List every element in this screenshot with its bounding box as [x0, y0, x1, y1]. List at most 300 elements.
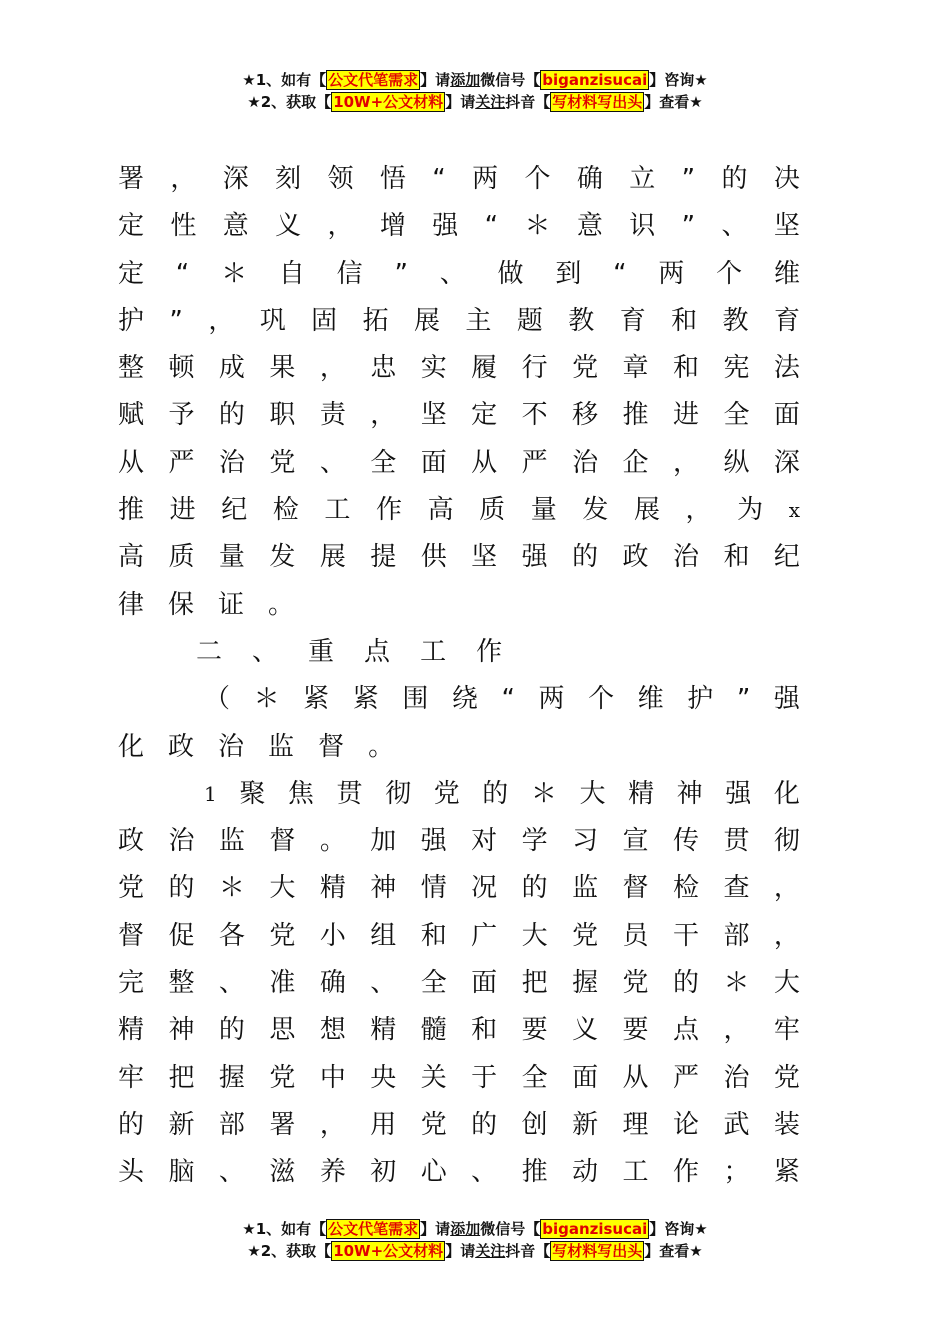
body-char: 广 [471, 920, 498, 951]
body-line [118, 818, 800, 865]
body-char: 的 [168, 873, 195, 904]
body-char: 大 [269, 873, 296, 904]
body-line [118, 345, 800, 392]
body-char: 对 [471, 826, 498, 857]
body-line [118, 534, 800, 581]
body-char: 深 [222, 164, 249, 194]
top-banner [0, 69, 950, 113]
body-char: 党 [572, 353, 599, 384]
body-char: 展 [414, 305, 441, 336]
body-char: 把 [168, 1062, 195, 1093]
body-char: 大 [773, 968, 800, 999]
body-char: 意 [576, 211, 603, 242]
banner-text: 】请 [445, 93, 476, 111]
body-char: ＊ [723, 968, 750, 999]
body-char: 检 [272, 495, 299, 526]
body-char: 定 [471, 400, 498, 431]
body-char: 想 [319, 1015, 346, 1046]
body-line [118, 724, 800, 771]
body-char: 推 [622, 400, 649, 431]
banner-text: 微信号【 [480, 1220, 541, 1238]
body-char: 党 [773, 1062, 800, 1093]
body-char: 面 [420, 447, 447, 478]
body-char: ” [681, 211, 696, 242]
body-char: 和 [672, 353, 699, 384]
banner-text: 】请 [445, 1242, 476, 1260]
body-char: 的 [118, 1109, 145, 1140]
body-char: 组 [370, 920, 397, 951]
bottom-banner [0, 1218, 950, 1262]
body-char: 绕 [451, 684, 478, 715]
banner-highlight: 写材料写出头 [552, 1242, 643, 1260]
body-char: 做 [497, 258, 524, 289]
body-char: 维 [637, 684, 664, 715]
body-char: 装 [773, 1109, 800, 1140]
body-char: 监 [572, 873, 599, 904]
body-char: 二 [196, 636, 223, 667]
body-char: 围 [402, 684, 429, 715]
body-char: 习 [572, 826, 599, 857]
body-char: 忠 [370, 353, 397, 384]
body-char: ， [208, 305, 235, 336]
banner-text: 】查看★ [644, 1242, 703, 1260]
body-char: 治 [572, 447, 599, 478]
body-char: 用 [370, 1109, 397, 1140]
body-char: 大 [579, 778, 606, 809]
body-char: 自 [278, 258, 305, 289]
banner-highlight: 写材料写出头 [552, 93, 643, 111]
banner-text: 】请 [420, 1220, 451, 1238]
body-char: 和 [723, 542, 750, 573]
body-char: 政 [168, 731, 195, 762]
body-char: 保 [168, 589, 195, 620]
body-line [118, 960, 800, 1007]
body-char: “ [175, 258, 190, 289]
body-char: 信 [336, 258, 363, 289]
body-char: 、 [252, 636, 279, 667]
body-char: 员 [622, 920, 649, 951]
body-char: 个 [588, 684, 615, 715]
body-char: 实 [420, 353, 447, 384]
body-char: 维 [773, 258, 800, 289]
body-char: 党 [269, 1062, 296, 1093]
banner-underline: 关注 [475, 93, 506, 111]
body-char: 神 [168, 1015, 195, 1046]
body-char: 刻 [275, 164, 302, 194]
body-char: 重 [308, 636, 335, 667]
body-char: 、 [218, 968, 245, 999]
body-char: 题 [516, 305, 543, 336]
body-char: 义 [275, 211, 302, 242]
body-char: 动 [572, 1157, 599, 1188]
body-char: 、 [370, 968, 397, 999]
body-char: ” [736, 684, 751, 715]
body-char: 牢 [118, 1062, 145, 1093]
body-char: 两 [658, 258, 685, 289]
body-char: 精 [628, 778, 655, 809]
body-char: ， [370, 400, 397, 431]
body-char: 确 [576, 164, 603, 194]
body-char: ， [170, 164, 197, 194]
body-char: 予 [168, 400, 195, 431]
body-char: 果 [269, 353, 296, 384]
body-char: 况 [471, 873, 498, 904]
body-char: ” [681, 164, 696, 194]
body-char: 量 [530, 495, 557, 526]
body-char: 进 [672, 400, 699, 431]
body-char: 定 [118, 211, 145, 242]
body-char: 点 [364, 636, 391, 667]
body-char: 党 [269, 920, 296, 951]
body-char: 关 [420, 1062, 447, 1093]
banner-underline: 添加 [450, 71, 481, 89]
body-char: 性 [170, 211, 197, 242]
body-char: 党 [118, 873, 145, 904]
body-char: 护 [687, 684, 714, 715]
body-char: 理 [622, 1109, 649, 1140]
banner-text: 】咨询★ [649, 71, 708, 89]
body-char: 拓 [362, 305, 389, 336]
body-char: “ [432, 164, 446, 194]
body-char: 个 [716, 258, 743, 289]
body-char: 深 [773, 447, 800, 478]
body-char: 滋 [269, 1157, 296, 1188]
body-char: 、 [439, 258, 466, 289]
banner-text: 】请 [420, 71, 451, 89]
body-char: 面 [773, 400, 800, 431]
body-char: 。 [368, 731, 395, 762]
body-char: 护 [118, 305, 145, 336]
body-char: ， [319, 353, 346, 384]
body-line [118, 1055, 800, 1102]
body-char: 个 [524, 164, 551, 194]
body-char: 不 [521, 400, 548, 431]
body-char: 和 [671, 305, 698, 336]
body-char: 移 [572, 400, 599, 431]
body-char: 小 [319, 920, 346, 951]
body-line [118, 392, 800, 439]
banner-text: ★1、如有【 [242, 1220, 327, 1238]
body-char: 工 [420, 636, 447, 667]
body-char: 治 [168, 826, 195, 857]
banner-text: ★2、获取【 [247, 1242, 332, 1260]
body-char: 立 [629, 164, 656, 194]
body-char: 整 [168, 968, 195, 999]
body-char: 监 [268, 731, 295, 762]
body-char: 治 [672, 542, 699, 573]
banner-text: 微信号【 [480, 71, 541, 89]
body-char: 精 [118, 1015, 145, 1046]
banner-underline: 添加 [450, 1220, 481, 1238]
body-line [118, 1007, 800, 1054]
body-char: 党 [433, 778, 460, 809]
body-char: 强 [725, 778, 752, 809]
body-char: 政 [622, 542, 649, 573]
body-char: 全 [521, 1062, 548, 1093]
banner-text: ★1、如有【 [242, 71, 327, 89]
body-char: 督 [118, 920, 145, 951]
body-line [118, 298, 800, 345]
body-char: 治 [723, 1062, 750, 1093]
banner-highlight: 10W+公文材料 [333, 1242, 444, 1260]
body-char: 固 [311, 305, 338, 336]
body-char: 党 [622, 968, 649, 999]
body-char: 准 [269, 968, 296, 999]
body-char: 贯 [336, 778, 363, 809]
banner-line-1 [0, 1218, 950, 1240]
body-char: 强 [521, 542, 548, 573]
body-char: 发 [582, 495, 609, 526]
body-char: 督 [269, 826, 296, 857]
body-char: 牢 [773, 1015, 800, 1046]
body-char: 意 [222, 211, 249, 242]
body-char: 顿 [168, 353, 195, 384]
body-char: 职 [269, 400, 296, 431]
body-char: 确 [319, 968, 346, 999]
body-char: 署 [269, 1109, 296, 1140]
body-char: 各 [218, 920, 245, 951]
body-char: 量 [218, 542, 245, 573]
body-char: 加 [370, 826, 397, 857]
banner-text: ★2、获取【 [247, 93, 332, 111]
body-char: ＊ [218, 873, 245, 904]
body-char: 育 [619, 305, 646, 336]
body-char: 增 [379, 211, 406, 242]
body-char: “ [501, 684, 515, 715]
body-char: 两 [538, 684, 565, 715]
body-char: 作 [375, 495, 402, 526]
body-char: 识 [629, 211, 656, 242]
body-char: ＊ [253, 684, 280, 715]
body-char: 。 [268, 589, 295, 620]
body-char: 头 [118, 1157, 145, 1188]
body-char: 全 [723, 400, 750, 431]
body-char: 的 [218, 400, 245, 431]
body-char: 的 [721, 164, 748, 194]
body-char: 的 [471, 1109, 498, 1140]
body-char: 干 [672, 920, 699, 951]
body-char: ； [723, 1157, 750, 1188]
body-char: 严 [521, 447, 548, 478]
body-char: 工 [324, 495, 351, 526]
body-line [118, 582, 800, 629]
body-char: 化 [773, 778, 800, 809]
body-char: 律 [118, 589, 145, 620]
banner-highlight: biganzisucai [542, 71, 648, 89]
body-char: 创 [521, 1109, 548, 1140]
body-char: ， [319, 1109, 346, 1140]
body-char: 企 [622, 447, 649, 478]
body-char: 面 [572, 1062, 599, 1093]
body-char: 整 [118, 353, 145, 384]
body-char: 监 [218, 826, 245, 857]
body-char: 精 [370, 1015, 397, 1046]
body-char: 教 [722, 305, 749, 336]
body-char: ＊ [524, 211, 551, 242]
body-char: 宪 [723, 353, 750, 384]
body-char: 焦 [287, 778, 314, 809]
body-char: 握 [218, 1062, 245, 1093]
body-char: 点 [672, 1015, 699, 1046]
body-char: x [788, 498, 800, 523]
body-char: 促 [168, 920, 195, 951]
body-char: 论 [672, 1109, 699, 1140]
body-char: 和 [471, 1015, 498, 1046]
body-line [118, 629, 800, 676]
body-char: 强 [420, 826, 447, 857]
body-char: 把 [521, 968, 548, 999]
banner-highlight: biganzisucai [542, 1220, 648, 1238]
banner-text: 抖音【 [505, 93, 551, 111]
body-char: 检 [672, 873, 699, 904]
body-char: 进 [169, 495, 196, 526]
body-char: ， [773, 920, 800, 951]
body-char: 于 [471, 1062, 498, 1093]
body-char: 。 [319, 826, 346, 857]
body-char: 主 [465, 305, 492, 336]
body-char: 领 [327, 164, 354, 194]
body-char: 从 [471, 447, 498, 478]
body-char: ” [394, 258, 408, 289]
body-char: 握 [572, 968, 599, 999]
body-char: 证 [218, 589, 245, 620]
body-char: ， [723, 1015, 750, 1046]
body-char: 育 [773, 305, 800, 336]
body-char: 、 [471, 1157, 498, 1188]
body-char: 、 [319, 447, 346, 478]
body-char: 全 [370, 447, 397, 478]
body-char: 的 [218, 1015, 245, 1046]
body-char: 、 [721, 211, 748, 242]
banner-highlight: 10W+公文材料 [333, 93, 444, 111]
body-line [118, 251, 800, 298]
body-char: 新 [168, 1109, 195, 1140]
banner-line-1 [0, 69, 950, 91]
body-char: 展 [319, 542, 346, 573]
body-char: 作 [476, 636, 503, 667]
body-char: 精 [319, 873, 346, 904]
body-char: 治 [218, 731, 245, 762]
body-char: 心 [420, 1157, 447, 1188]
body-char: 推 [118, 495, 145, 526]
body-line [118, 487, 800, 534]
body-char: 彻 [773, 826, 800, 857]
body-char: 督 [318, 731, 345, 762]
body-char: 严 [168, 447, 195, 478]
body-char: 严 [672, 1062, 699, 1093]
body-char: 展 [633, 495, 660, 526]
body-char: 神 [676, 778, 703, 809]
body-char: 思 [269, 1015, 296, 1046]
body-char: 责 [319, 400, 346, 431]
body-char: 宣 [622, 826, 649, 857]
body-line [118, 440, 800, 487]
body-line [118, 1102, 800, 1149]
body-char: ， [327, 211, 354, 242]
body-char: ， [685, 495, 712, 526]
body-char: 查 [723, 873, 750, 904]
body-char: 强 [432, 211, 459, 242]
body-char: 两 [472, 164, 499, 194]
body-line [118, 865, 800, 912]
body-char: 脑 [168, 1157, 195, 1188]
body-char: 神 [370, 873, 397, 904]
banner-highlight: 公文代笔需求 [328, 71, 419, 89]
body-char: 全 [420, 968, 447, 999]
body-char: ＊ [221, 258, 248, 289]
body-char: 成 [218, 353, 245, 384]
body-char: 党 [420, 1109, 447, 1140]
body-char: 纵 [723, 447, 750, 478]
body-char: 党 [572, 920, 599, 951]
body-line [118, 676, 800, 723]
body-line [118, 913, 800, 960]
body-char: 情 [420, 873, 447, 904]
body-char: 章 [622, 353, 649, 384]
body-char: 发 [269, 542, 296, 573]
body-char: “ [484, 211, 499, 242]
body-char: 的 [482, 778, 509, 809]
body-char: 的 [672, 968, 699, 999]
body-line [118, 156, 800, 203]
body-char: 面 [471, 968, 498, 999]
body-line [118, 771, 800, 818]
body-char: 中 [319, 1062, 346, 1093]
body-char: 从 [622, 1062, 649, 1093]
body-char: 履 [471, 353, 498, 384]
body-char: ＊ [530, 778, 557, 809]
body-char: 初 [370, 1157, 397, 1188]
body-char: 从 [118, 447, 145, 478]
body-char: 署 [118, 164, 145, 194]
body-char: 督 [622, 873, 649, 904]
body-char: 到 [555, 258, 582, 289]
body-char: 部 [723, 920, 750, 951]
body-char: 大 [521, 920, 548, 951]
body-char: 坚 [773, 211, 800, 242]
body-char: 部 [218, 1109, 245, 1140]
body-char: 推 [521, 1157, 548, 1188]
body-char: 高 [427, 495, 454, 526]
body-char: 党 [269, 447, 296, 478]
banner-text: 抖音【 [505, 1242, 551, 1260]
body-char: 聚 [239, 778, 266, 809]
body-char: 定 [118, 258, 145, 289]
body-char: 质 [168, 542, 195, 573]
body-char: 提 [370, 542, 397, 573]
body-char: 政 [118, 826, 145, 857]
body-char: ， [773, 873, 800, 904]
body-char: 为 [737, 495, 764, 526]
body-char: 要 [521, 1015, 548, 1046]
body-char: ” [169, 305, 183, 336]
body-line [118, 1149, 800, 1196]
body-char: 彻 [385, 778, 412, 809]
body-char: 和 [420, 920, 447, 951]
body-char: 传 [672, 826, 699, 857]
body-line [118, 203, 800, 250]
body-char: 髓 [420, 1015, 447, 1046]
body-char: 化 [118, 731, 145, 762]
body-char: 作 [672, 1157, 699, 1188]
body-char: 赋 [118, 400, 145, 431]
body-char: 决 [773, 164, 800, 194]
body-char: 央 [370, 1062, 397, 1093]
body-char: 工 [622, 1157, 649, 1188]
banner-text: 】咨询★ [649, 1220, 708, 1238]
body-char: 纪 [773, 542, 800, 573]
body-char: 义 [572, 1015, 599, 1046]
